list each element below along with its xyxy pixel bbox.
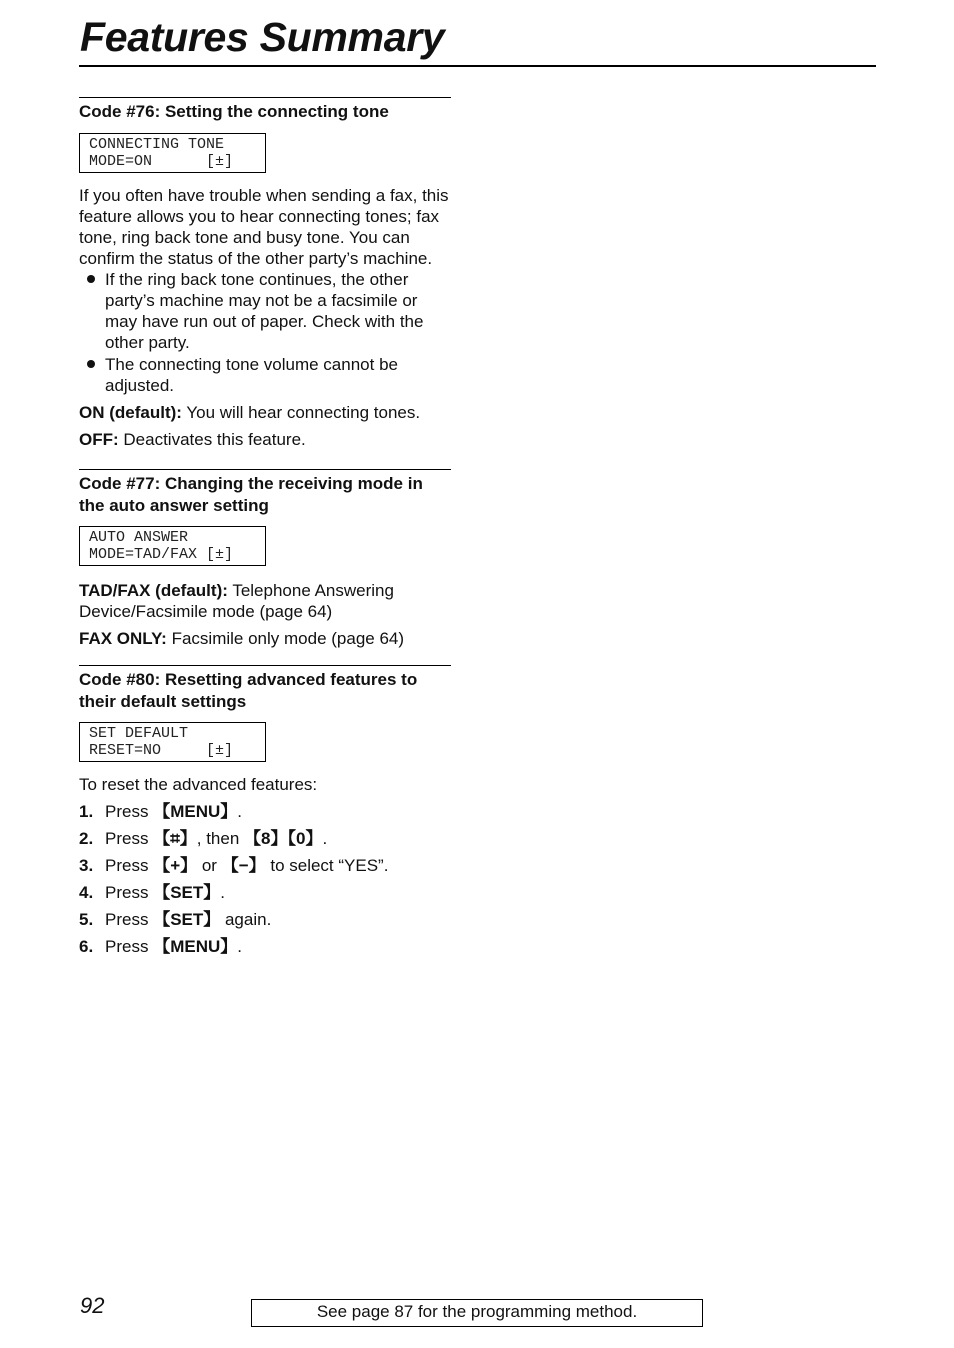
step-number: 5. xyxy=(79,910,94,929)
bullet-dot-icon xyxy=(87,360,95,368)
key-minus: − xyxy=(238,856,249,875)
step-number: 1. xyxy=(79,802,94,821)
lcd-display xyxy=(79,722,266,762)
lcd-display xyxy=(79,133,266,173)
option-text: Deactivates this feature. xyxy=(118,430,306,450)
section-code-80 xyxy=(79,665,451,960)
step-list xyxy=(79,798,451,960)
option-on xyxy=(79,402,451,423)
step-item: 6. Press 【MENU】. xyxy=(79,933,451,960)
bullet-dot-icon xyxy=(87,275,95,283)
key-menu: MENU xyxy=(170,937,221,956)
step-number: 4. xyxy=(79,883,94,902)
step-item: 5. Press 【SET】 again. xyxy=(79,906,451,933)
footer-note: See page 87 for the programming method. xyxy=(251,1299,703,1327)
step-text: Press xyxy=(105,883,154,902)
step-item: 1. Press 【MENU】. xyxy=(79,798,451,825)
option-label: TAD/FAX (default): xyxy=(79,581,228,600)
step-item: 2. Press 【⌗】, then 【8】【0】. xyxy=(79,825,451,852)
lcd-display xyxy=(79,526,266,566)
section-code-77 xyxy=(79,469,451,649)
step-text: . xyxy=(237,937,242,956)
option-text: You will hear connecting tones. xyxy=(181,403,421,423)
step-text: again. xyxy=(220,910,272,929)
bullet-text: The connecting tone volume cannot be adjusted. xyxy=(105,354,398,395)
section-intro: To reset the advanced features: xyxy=(79,775,318,794)
key-0: 0 xyxy=(296,829,306,848)
key-8: 8 xyxy=(261,829,271,848)
step-item: 3. Press 【+】 or 【−】 to select “YES”. xyxy=(79,852,451,879)
step-text: Press xyxy=(105,829,154,848)
bullet-text: If the ring back tone continues, the other party’s machine may not be a facsimile or may have run out of paper. Check with the other party. xyxy=(105,269,424,353)
lcd-line-1: AUTO ANSWER xyxy=(89,529,189,546)
title-rule xyxy=(79,65,876,67)
step-text: . xyxy=(220,883,225,902)
step-text: , then xyxy=(196,829,245,848)
section-intro: If you often have trouble when sending a fax, this feature allows you to hear connecting tones; fax tone, ring back tone and busy tone. You can confirm the status of the other party’s machine. xyxy=(79,185,449,268)
lcd-line-1: CONNECTING TONE xyxy=(89,135,225,153)
key-plus: + xyxy=(170,856,181,875)
option-fax-only xyxy=(79,628,451,649)
option-label: ON (default): xyxy=(79,403,182,423)
step-number: 6. xyxy=(79,937,94,956)
step-item: 4. Press 【SET】. xyxy=(79,879,451,906)
bullet-item xyxy=(79,269,451,354)
page-number: 92 xyxy=(80,1293,105,1318)
key-set: SET xyxy=(170,910,204,929)
section-heading: Code #80: Resetting advanced features to their default settings xyxy=(79,670,418,711)
step-text: Press xyxy=(105,856,154,875)
step-text: to select “YES”. xyxy=(265,856,389,875)
bullet-item xyxy=(79,354,451,397)
step-number: 2. xyxy=(79,829,94,848)
step-number: 3. xyxy=(79,856,94,875)
key-set: SET xyxy=(170,883,204,902)
option-off xyxy=(79,429,451,450)
option-text: Telephone Answering Device/Facsimile mode (page 64) xyxy=(79,581,394,621)
step-text: Press xyxy=(105,802,154,821)
page-title: Features Summary xyxy=(80,14,445,60)
key-hash: ⌗ xyxy=(170,829,180,848)
step-text: . xyxy=(237,802,242,821)
step-text: Press xyxy=(105,937,154,956)
option-label: FAX ONLY: xyxy=(79,629,167,648)
lcd-line-2: RESET=NO [±] xyxy=(89,742,234,759)
step-text: or xyxy=(197,856,222,875)
lcd-line-1: SET DEFAULT xyxy=(89,725,189,742)
section-code-76 xyxy=(79,97,451,450)
lcd-line-2: MODE=ON [±] xyxy=(89,152,234,170)
section-heading: Code #77: Changing the receiving mode in the auto answer setting xyxy=(79,474,423,515)
option-text: Facsimile only mode (page 64) xyxy=(166,629,405,648)
step-text: Press xyxy=(105,910,154,929)
section-heading: Code #76: Setting the connecting tone xyxy=(79,102,389,121)
step-text: . xyxy=(322,829,328,848)
option-tad-fax xyxy=(79,580,451,622)
bullet-list xyxy=(79,269,451,397)
lcd-line-2: MODE=TAD/FAX [±] xyxy=(89,546,234,563)
option-label: OFF: xyxy=(79,430,119,450)
key-menu: MENU xyxy=(170,802,221,821)
